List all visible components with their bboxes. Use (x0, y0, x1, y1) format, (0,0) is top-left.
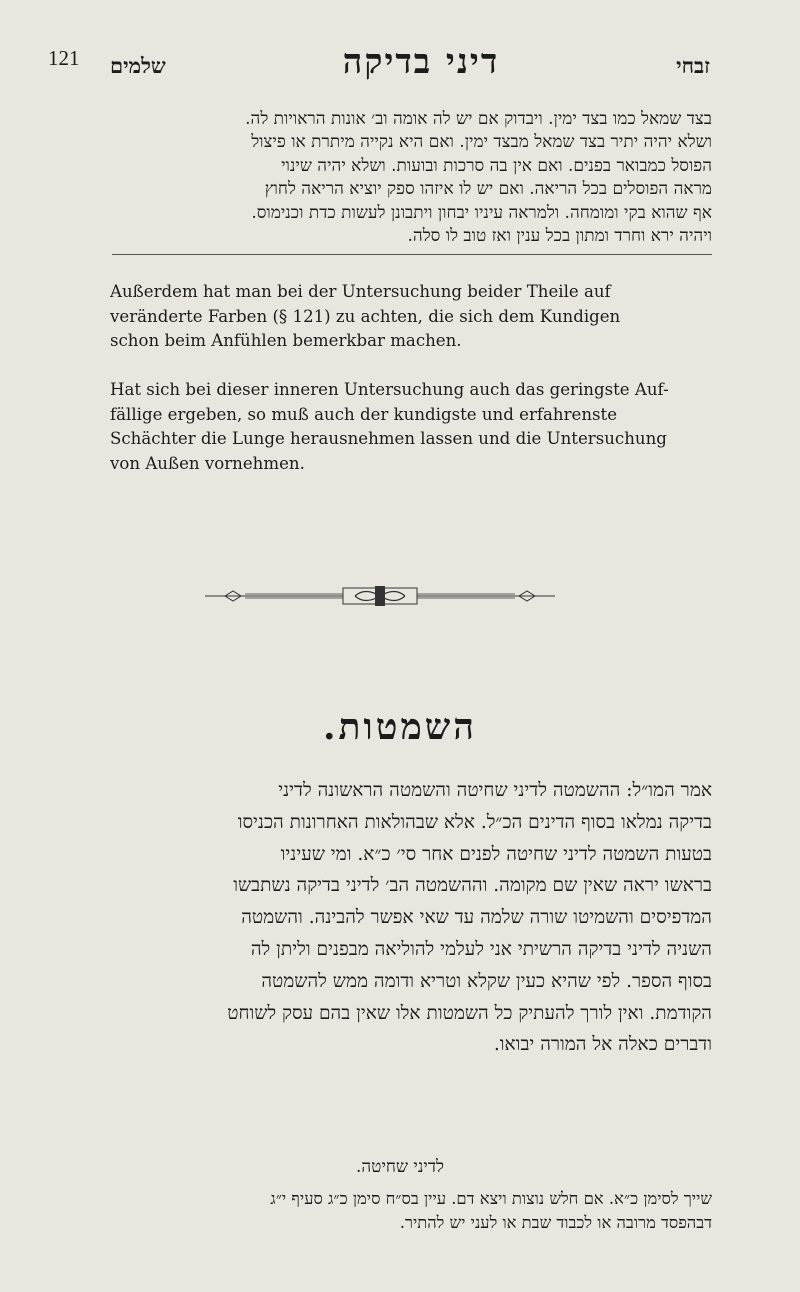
text-line: Hat sich bei dieser inneren Untersuchung auch das geringste Auf- (110, 380, 669, 399)
hebrew-paragraph-2 (112, 775, 712, 1061)
text-line: fällige ergeben, so muß auch der kundigste und erfahrenste (110, 404, 618, 424)
header-center-title: דיני בדיקה (342, 42, 500, 82)
text-line: בראשו יראה שאין שם מקומה. וההשמטה הב׳ לדיני בדיקה נשתבשו (233, 875, 712, 897)
text-line: schon beim Anfühlen bemerkbar machen. (110, 331, 462, 351)
text-line: השניה לדיני בדיקה הרשיתי אני לעלמי להוליאה מבפנים וליתן לה (250, 938, 712, 960)
text-line: שייך לסימן כ״א. אם חלש נוצות ויצא דם. עיין בס״ח סימן כ״ג סעיף י״ג (270, 1189, 712, 1208)
text-line: בדיקה נמלאו בסוף הדינים הכ״ל. אלא שבהולאות האחרונות הכניסו (237, 811, 712, 833)
german-paragraph-1 (110, 280, 714, 354)
text-line: Schächter die Lunge herausnehmen lassen und die Untersuchung (110, 429, 667, 449)
header-left: שלמים (110, 53, 166, 78)
text-line: הפוסל כמבואר בפנים. ואם אין בה סרכות ובועות. ושלא יהיה שינוי (281, 155, 712, 176)
text-line: בטעות השמטה לדיני שחיטה לפנים אחר סי׳ כ״א. ומי שעיניו (280, 843, 712, 865)
page-number: 121 (48, 46, 80, 70)
section-divider-line (112, 254, 712, 255)
text-line: von Außen vornehmen. (110, 453, 305, 473)
hebrew-paragraph-1 (112, 108, 712, 248)
text-line: הקודמת. ואין לורך להעתיק כל השמטות אלו שאין בהם עסק לשוחט (227, 1002, 712, 1024)
text-line: ושלא יהיה יתיר בצד שמאל מבצד ימין. ואם היא נקייה מיתרת או פיצול (251, 132, 712, 153)
german-paragraph-2 (110, 378, 714, 476)
text-line: veränderte Farben (§ 121) zu achten, die sich dem Kundigen (110, 306, 621, 326)
text-line: מראה הפוסלים בכל הריאה. ואם יש לו איזהו ספק יוציא הריאה לחוץ (264, 179, 712, 200)
subheading: לדיני שחיטה. (356, 1157, 444, 1177)
text-line: ויהיה ירא וחרד ומתון בכל ענין ואז טוב לו סלה. (407, 226, 712, 247)
text-line: בסוף הספר. לפי שהיא כעין שקלא וטריא ודומה ממש להשמטה (261, 970, 712, 992)
text-line: אמר המו״ל: ההשמטה לדיני שחיטה והשמטה הראשונה לדיני (278, 780, 712, 801)
text-line: אף שהוא בקי ומומחה. ולמראה עיניו יבחון ויתבונן לעשות כדת וכנימוס. (251, 202, 712, 223)
ornamental-divider (205, 585, 555, 607)
text-line: בצד שמאל כמו בצד ימין. ויבדוק אם יש לה אומה וב׳ אונות הראויות לה. (245, 109, 712, 129)
text-line: דבהפסד מרובה או לכבוד שבת או לעני יש להתיר. (399, 1212, 712, 1232)
running-header (110, 42, 710, 82)
header-right: זבחי (676, 53, 710, 78)
text-line: המדפיסים והשמיטו שורה שלמה עד שאי אפשר להבינה. והשמטה (241, 907, 712, 929)
text-line: Außerdem hat man bei der Untersuchung beider Theile auf (110, 282, 611, 301)
footnote (100, 1187, 712, 1234)
text-line: ודברים כאלה אל המורה יבואו. (493, 1034, 712, 1056)
section-title: השמטות. (323, 706, 477, 748)
